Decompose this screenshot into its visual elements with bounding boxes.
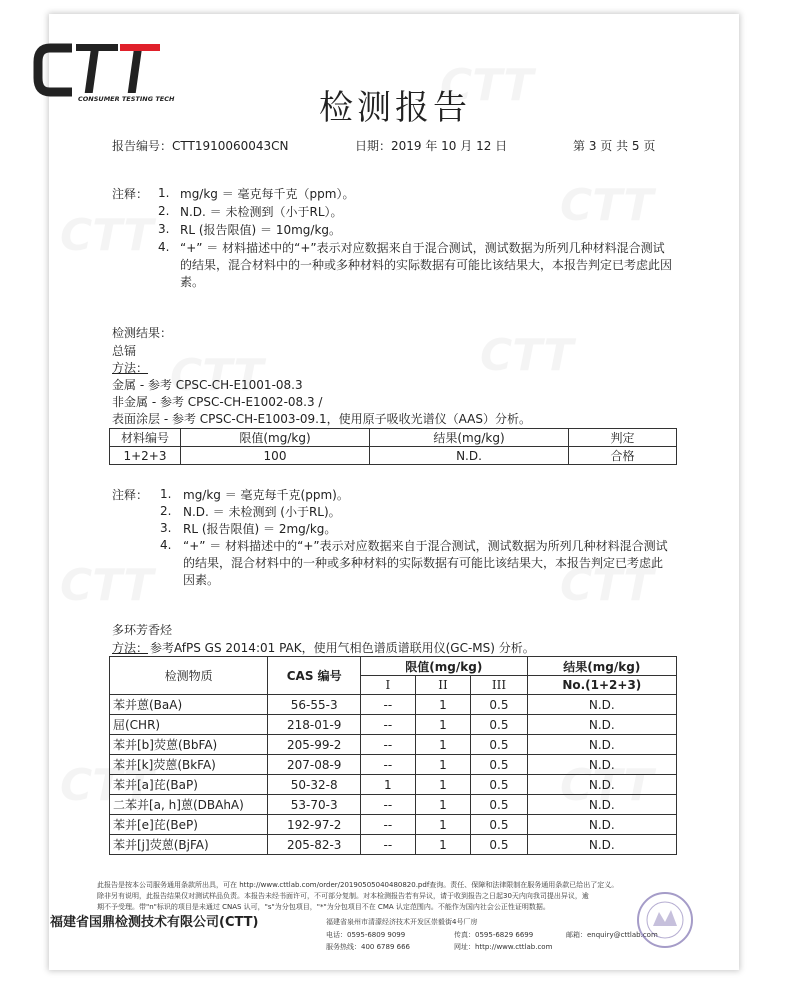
limit-iii: 0.5 bbox=[471, 695, 527, 715]
table-header: III bbox=[471, 676, 527, 695]
note-number: 4. bbox=[158, 240, 170, 254]
company-address: 福建省泉州市清濛经济技术开发区崇毅街4号厂房 bbox=[326, 918, 478, 926]
logo-subtext: CONSUMER TESTING TECH bbox=[78, 95, 175, 103]
limit-i: -- bbox=[361, 795, 416, 815]
cadmium-heading: 总镉 bbox=[112, 344, 137, 358]
substance-name: 苯并[k]荧蒽(BkFA) bbox=[110, 755, 268, 775]
result-value: N.D. bbox=[527, 775, 676, 795]
report-date: 日期：2019 年 10 月 12 日 bbox=[355, 139, 508, 153]
footer-disclaimer: 除非另有说明，此报告结果仅对测试样品负责。本报告未经书面许可，不可部分复制。对本检测报告若有异议，请于收到报告之日起30天内向我司提出异议，逾 bbox=[97, 892, 589, 900]
cas-number: 207-08-9 bbox=[268, 755, 361, 775]
table-row bbox=[110, 735, 677, 755]
limit-iii: 0.5 bbox=[471, 755, 527, 775]
cadmium-table bbox=[109, 428, 677, 465]
table-header: I bbox=[361, 676, 416, 695]
table-header: 检测物质 bbox=[110, 657, 268, 695]
table-row bbox=[110, 815, 677, 835]
table-header: CAS 编号 bbox=[268, 657, 361, 695]
table-row bbox=[110, 695, 677, 715]
cas-number: 205-99-2 bbox=[268, 735, 361, 755]
limit-ii: 1 bbox=[415, 815, 471, 835]
table-header: No.(1+2+3) bbox=[527, 676, 676, 695]
table-header: 结果(mg/kg) bbox=[370, 429, 569, 447]
company-phone: 电话：0595-6809 9099 bbox=[326, 931, 406, 939]
limit-i: -- bbox=[361, 715, 416, 735]
limit-ii: 1 bbox=[415, 795, 471, 815]
substance-name: 苯并[b]荧蒽(BbFA) bbox=[110, 735, 268, 755]
page-number: 第 3 页 共 5 页 bbox=[573, 139, 656, 153]
table-header: 结果(mg/kg) bbox=[527, 657, 676, 676]
cas-number: 192-97-2 bbox=[268, 815, 361, 835]
table-row bbox=[110, 447, 677, 465]
note-text: mg/kg ＝ 毫克每千克(ppm)。 bbox=[183, 488, 349, 502]
limit-ii: 1 bbox=[415, 775, 471, 795]
note-number: 1. bbox=[160, 487, 172, 501]
note-text: RL (报告限值) ＝ 10mg/kg。 bbox=[180, 223, 342, 237]
cas-number: 53-70-3 bbox=[268, 795, 361, 815]
table-header-row bbox=[110, 429, 677, 447]
table-header: 限值(mg/kg) bbox=[181, 429, 370, 447]
limit-i: -- bbox=[361, 735, 416, 755]
limit-i: -- bbox=[361, 815, 416, 835]
note-text: “+” ＝ 材料描述中的“+”表示对应数据来自于混合测试，测试数据为所列几种材料混合测试的结果，混合材料中的一种或多种材料的实际数据有可能比该结果大，本报告判定已考虑此因素。 bbox=[180, 241, 673, 289]
note-number: 3. bbox=[158, 222, 170, 236]
limit-iii: 0.5 bbox=[471, 815, 527, 835]
limit-ii: 1 bbox=[415, 695, 471, 715]
limit-ii: 1 bbox=[415, 835, 471, 855]
limit-i: -- bbox=[361, 695, 416, 715]
table-cell: 100 bbox=[181, 447, 370, 465]
table-row bbox=[110, 795, 677, 815]
limit-iii: 0.5 bbox=[471, 775, 527, 795]
watermark bbox=[480, 330, 573, 381]
result-value: N.D. bbox=[527, 735, 676, 755]
limit-i: -- bbox=[361, 755, 416, 775]
limit-ii: 1 bbox=[415, 715, 471, 735]
method-line: 金属 - 参考 CPSC-CH-E1001-08.3 bbox=[112, 378, 303, 392]
pah-table bbox=[109, 656, 677, 855]
cas-number: 205-82-3 bbox=[268, 835, 361, 855]
limit-ii: 1 bbox=[415, 735, 471, 755]
substance-name: 苯并蒽(BaA) bbox=[110, 695, 268, 715]
note-text: “+” ＝ 材料描述中的“+”表示对应数据来自于混合测试，测试数据为所列几种材料混合测试的结果，混合材料中的一种或多种材料的实际数据有可能比该结果大，本报告判定已考虑此因素。 bbox=[183, 539, 668, 587]
watermark bbox=[560, 180, 653, 231]
table-row bbox=[110, 715, 677, 735]
note-text: RL (报告限值) ＝ 2mg/kg。 bbox=[183, 522, 337, 536]
limit-iii: 0.5 bbox=[471, 715, 527, 735]
table-row bbox=[110, 755, 677, 775]
cas-number: 218-01-9 bbox=[268, 715, 361, 735]
pah-heading: 多环芳香烃 bbox=[112, 623, 173, 637]
result-value: N.D. bbox=[527, 755, 676, 775]
note-number: 4. bbox=[160, 538, 172, 552]
table-header: 限值(mg/kg) bbox=[361, 657, 528, 676]
results-heading: 检测结果： bbox=[112, 326, 173, 340]
note-number: 2. bbox=[158, 204, 170, 218]
result-value: N.D. bbox=[527, 815, 676, 835]
footer-disclaimer: 期不予受理。带"n"标识的项目是未通过 CNAS 认可，"s"为分包项目，"*"为分包项目不在 CMA 认定范围内。不能作为国内社会公正性证明数据。 bbox=[97, 903, 550, 911]
notes-label: 注释： bbox=[112, 488, 149, 502]
table-row bbox=[110, 835, 677, 855]
limit-i: -- bbox=[361, 835, 416, 855]
method-label: 方法： bbox=[112, 361, 149, 375]
result-value: N.D. bbox=[527, 835, 676, 855]
table-cell: N.D. bbox=[370, 447, 569, 465]
method-label: 方法： bbox=[112, 641, 149, 655]
limit-iii: 0.5 bbox=[471, 795, 527, 815]
method-line: 表面涂层 - 参考 CPSC-CH-E1003-09.1，使用原子吸收光谱仪（AAS）分析。 bbox=[112, 412, 531, 426]
seal-icon bbox=[635, 890, 695, 950]
limit-iii: 0.5 bbox=[471, 835, 527, 855]
note-text: N.D. ＝ 未检测到 (小于RL)。 bbox=[183, 505, 341, 519]
report-number: 报告编号：CTT1910060043CN bbox=[112, 139, 289, 153]
company-website: 网址：http://www.cttlab.com bbox=[454, 943, 553, 951]
substance-name: 苯并[e]芘(BeP) bbox=[110, 815, 268, 835]
watermark bbox=[60, 210, 153, 261]
result-value: N.D. bbox=[527, 715, 676, 735]
table-cell: 1+2+3 bbox=[110, 447, 181, 465]
footer-disclaimer: 此报告是按本公司服务通用条款所出具，可在 http://www.cttlab.com/order/20190505040480820.pdf查询。责任、保障和法律限制在服务通用条款已给出了定义。 bbox=[97, 881, 619, 889]
result-value: N.D. bbox=[527, 695, 676, 715]
table-header: II bbox=[415, 676, 471, 695]
cas-number: 50-32-8 bbox=[268, 775, 361, 795]
limit-ii: 1 bbox=[415, 755, 471, 775]
table-header-row bbox=[110, 657, 677, 676]
table-header: 判定 bbox=[569, 429, 677, 447]
watermark bbox=[60, 560, 153, 611]
limit-i: 1 bbox=[361, 775, 416, 795]
method-line: 非金属 - 参考 CPSC-CH-E1002-08.3 / bbox=[112, 395, 323, 409]
notes-label: 注释： bbox=[112, 187, 149, 201]
pah-method: 参考AfPS GS 2014:01 PAK，使用气相色谱质谱联用仪(GC-MS) 分析。 bbox=[150, 641, 535, 655]
substance-name: 二苯并[a, h]蒽(DBAhA) bbox=[110, 795, 268, 815]
report-title: 检测报告 bbox=[319, 88, 471, 128]
note-number: 3. bbox=[160, 521, 172, 535]
company-fax: 传真：0595-6829 6699 bbox=[454, 931, 534, 939]
result-value: N.D. bbox=[527, 795, 676, 815]
company-name: 福建省国鼎检测技术有限公司(CTT) bbox=[50, 915, 259, 930]
substance-name: 苯并[a]芘(BaP) bbox=[110, 775, 268, 795]
note-text: N.D. ＝ 未检测到（小于RL）。 bbox=[180, 205, 343, 219]
note-number: 2. bbox=[160, 504, 172, 518]
note-number: 1. bbox=[158, 186, 170, 200]
cas-number: 56-55-3 bbox=[268, 695, 361, 715]
substance-name: 苯并[j]荧蒽(BjFA) bbox=[110, 835, 268, 855]
limit-iii: 0.5 bbox=[471, 735, 527, 755]
table-header: 材料编号 bbox=[110, 429, 181, 447]
table-row bbox=[110, 775, 677, 795]
note-text: mg/kg ＝ 毫克每千克（ppm）。 bbox=[180, 187, 355, 201]
company-email: 邮箱：enquiry@cttlab.com bbox=[566, 931, 658, 939]
substance-name: 屈(CHR) bbox=[110, 715, 268, 735]
table-cell: 合格 bbox=[569, 447, 677, 465]
company-hotline: 服务热线：400 6789 666 bbox=[326, 943, 410, 951]
